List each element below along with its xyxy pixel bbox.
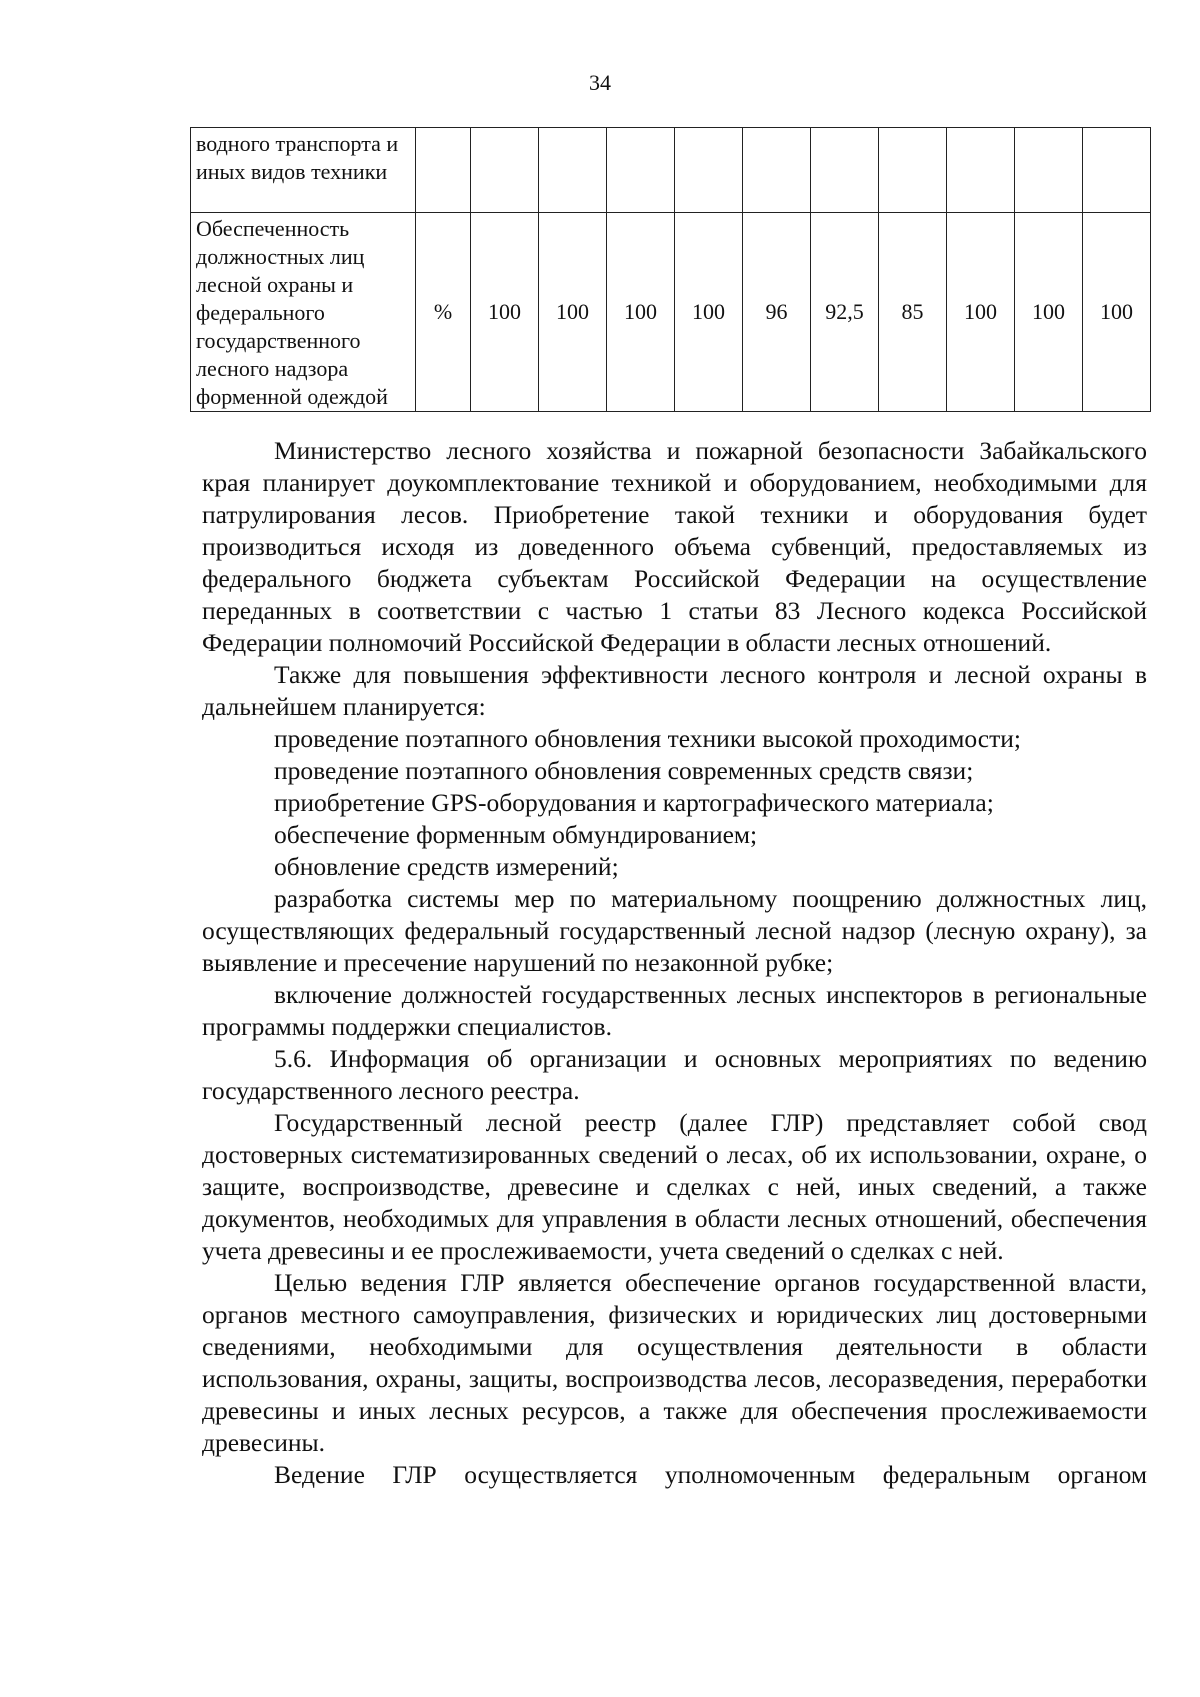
value-cell: 96 bbox=[743, 213, 811, 412]
value-cell: 85 bbox=[879, 213, 947, 412]
list-item: проведение поэтапного обновления техники высокой проходимости; bbox=[274, 724, 1021, 753]
list-item: включение должностей государственных лесных инспекторов в региональные программы поддержки специалистов. bbox=[202, 980, 1147, 1041]
paragraph: Государственный лесной реестр (далее ГЛР) представляет собой свод достоверных систематизированных сведений о лесах, об их использовании, охране, о защите, воспроизводстве, древесине и сделках с ней, иных сведений, а также документов, необходимых для управления в области лесных отношений, обеспечения учета древесины и ее прослеживаемости, учета сведений о сделках с ней. bbox=[202, 1108, 1147, 1265]
value-cell bbox=[1083, 128, 1151, 213]
value-cell: 92,5 bbox=[811, 213, 879, 412]
value-cell bbox=[947, 128, 1015, 213]
value-cell bbox=[879, 128, 947, 213]
paragraph: Министерство лесного хозяйства и пожарной безопасности Забайкальского края планирует доукомплектование техникой и оборудованием, необходимыми для патрулирования лесов. Приобретение такой техники и оборудования будет производиться исходя из доведенного объема субвенций, предоставляемых из федерального бюджета субъектам Российской Федерации на осуществление переданных в соответствии с частью 1 статьи 83 Лесного кодекса Российской Федерации полномочий Российской Федерации в области лесных отношений. bbox=[202, 436, 1147, 657]
row-label: водного транспорта и иных видов техники bbox=[191, 128, 416, 213]
value-cell: 100 bbox=[471, 213, 539, 412]
value-cell bbox=[471, 128, 539, 213]
value-cell: 100 bbox=[1083, 213, 1151, 412]
list-item: обеспечение форменным обмундированием; bbox=[274, 820, 758, 849]
value-cell: 100 bbox=[675, 213, 743, 412]
unit-cell: % bbox=[416, 213, 471, 412]
value-cell bbox=[539, 128, 607, 213]
table-row bbox=[191, 213, 1151, 412]
indicators-table bbox=[190, 127, 1151, 412]
table-row bbox=[191, 128, 1151, 213]
page-number: 34 bbox=[589, 70, 611, 95]
value-cell bbox=[675, 128, 743, 213]
list-item: проведение поэтапного обновления современных средств связи; bbox=[274, 756, 974, 785]
paragraph: Целью ведения ГЛР является обеспечение органов государственной власти, органов местного самоуправления, физических и юридических лиц достоверными сведениями, необходимыми для осуществления деятельности в области использования, охраны, защиты, воспроизводства лесов, лесоразведения, переработки древесины и иных лесных ресурсов, а также для обеспечения прослеживаемости древесины. bbox=[202, 1268, 1147, 1457]
list-item: обновление средств измерений; bbox=[274, 852, 619, 881]
value-cell: 100 bbox=[539, 213, 607, 412]
value-cell bbox=[607, 128, 675, 213]
body-text bbox=[202, 435, 1147, 1491]
value-cell bbox=[811, 128, 879, 213]
row-label: Обеспеченность должностных лиц лесной охраны и федерального государственного лесного надзора форменной одеждой bbox=[191, 213, 416, 412]
list-item: приобретение GPS-оборудования и картографического материала; bbox=[274, 788, 994, 817]
list-item: разработка системы мер по материальному поощрению должностных лиц, осуществляющих федеральный государственный лесной надзор (лесную охрану), за выявление и пресечение нарушений по незаконной рубке; bbox=[202, 884, 1147, 977]
value-cell: 100 bbox=[947, 213, 1015, 412]
value-cell: 100 bbox=[1015, 213, 1083, 412]
section-heading: 5.6. Информация об организации и основных мероприятиях по ведению государственного лесного реестра. bbox=[202, 1044, 1147, 1105]
paragraph: Также для повышения эффективности лесного контроля и лесной охраны в дальнейшем планируется: bbox=[202, 660, 1147, 721]
value-cell: 100 bbox=[607, 213, 675, 412]
unit-cell bbox=[416, 128, 471, 213]
value-cell bbox=[1015, 128, 1083, 213]
paragraph: Ведение ГЛР осуществляется уполномоченным федеральным органом bbox=[274, 1460, 1147, 1489]
value-cell bbox=[743, 128, 811, 213]
